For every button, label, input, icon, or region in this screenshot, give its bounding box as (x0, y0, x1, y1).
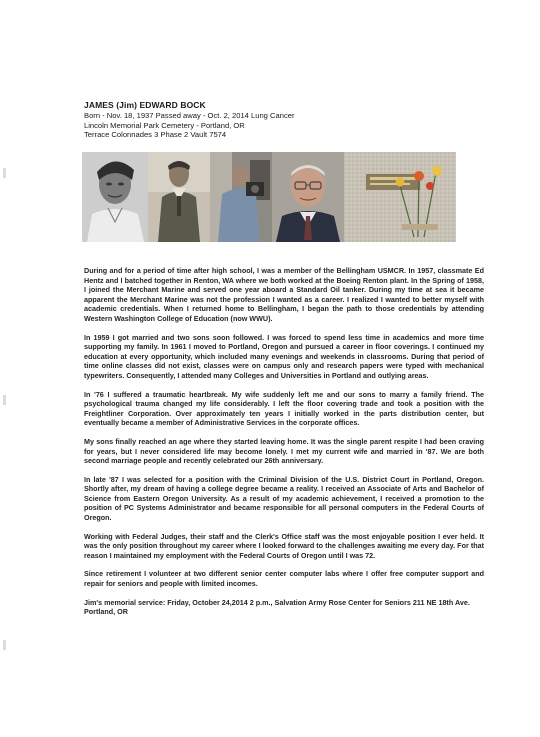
obituary-header (84, 100, 484, 140)
portrait-photo-military-uniform (148, 152, 210, 242)
paragraph: In late '87 I was selected for a position with the Criminal Division of the U.S. District Court in Portland, Oregon. Shortly after, my dream of having a college degree became a reality. I received an Associate of Arts and Bachelor of Science from Eastern Oregon University. As a result of my academic achievement, I received a promotion to the position of PC Systems Administrator and became responsible for all personal computers in the Federal Courts of Oregon. (84, 474, 484, 523)
dates-line: Born - Nov. 18, 1937 Passed away - Oct. 2, 2014 Lung Cancer (84, 111, 295, 120)
photo-man-with-equipment (210, 152, 272, 242)
person-name: JAMES (Jim) EDWARD BOCK (84, 100, 206, 110)
paragraph: In '76 I suffered a traumatic heartbreak. My wife suddenly left me and our sons to marry a family friend. The psychological trauma changed my life considerably. I left the floor covering trade and took a position with the Freightliner Corporation. Over approximately ten years I initially worked in the parts distribution center, but eventually became a member of Administrative Services in the corporate offices. (84, 389, 484, 428)
portrait-photo-older-man-glasses (272, 152, 344, 242)
paragraph: During and for a period of time after high school, I was a member of the Bellingham USMCR. In 1957, classmate Ed Hentz and I batched together in Renton, WA where we both worked at the Boeing Renton plant. In the Spring of 1958, I joined the Merchant Marine and served one year aboard a Standard Oil tanker. During my time at sea it became apparent the Merchant Marine was not the profession I wanted as a career. I realized I wanted to better myself with academic credentials. When I returned home to Bellingham, I began the path to those credentials by attending Western Washington College of Education (now WWU). (84, 266, 484, 323)
paragraph: Working with Federal Judges, their staff and the Clerk's Office staff was the most enjoyable position I ever held. It was the only position throughout my career where I looked forward to the challenges awaiting me every day. For that reason I maintained my employment with the Federal Courts of Oregon until I was 72. (84, 531, 484, 560)
cemetery-line: Lincoln Memorial Park Cemetery - Portland, OR (84, 120, 245, 130)
photo-memorial-plaque-with-roses (344, 152, 456, 242)
paragraph: In 1959 I got married and two sons soon followed. I was forced to spend less time in academics and more time supporting my family. In 1961 I moved to Portland, Oregon and pursued a career in floor coverings. I continued my education at every opportunity, which included many evenings and weekends in classrooms. During that period of time online classes did not exist, classes were on campus only and research papers were typed with mechanical typewriters. Consequently, I attended many Colleges and Universities in Portland and outlying areas. (84, 332, 484, 380)
memorial-service-note: Jim's memorial service: Friday, October 24,2014 2 p.m., Salvation Army Rose Center for Seniors 211 NE 18th Ave. Portland, OR (84, 597, 470, 617)
scan-mark (3, 168, 6, 178)
paragraph: Since retirement I volunteer at two different senior center computer labs where I offer free computer support and repair for seniors and people with limited incomes. (84, 569, 484, 589)
scan-mark (3, 640, 6, 650)
paragraph: My sons finally reached an age where they started leaving home. It was the single parent respite I had been craving for years, but I never considered life may become lonely. I met my current wife and married in '87. We are both second marriage people and recently celebrated our 26th anniversary. (84, 436, 484, 466)
portrait-photo-young-man (82, 152, 148, 242)
obituary-body (84, 266, 484, 624)
scan-mark (3, 395, 6, 405)
vault-line: Terrace Colonnades 3 Phase 2 Vault 7574 (84, 130, 227, 140)
